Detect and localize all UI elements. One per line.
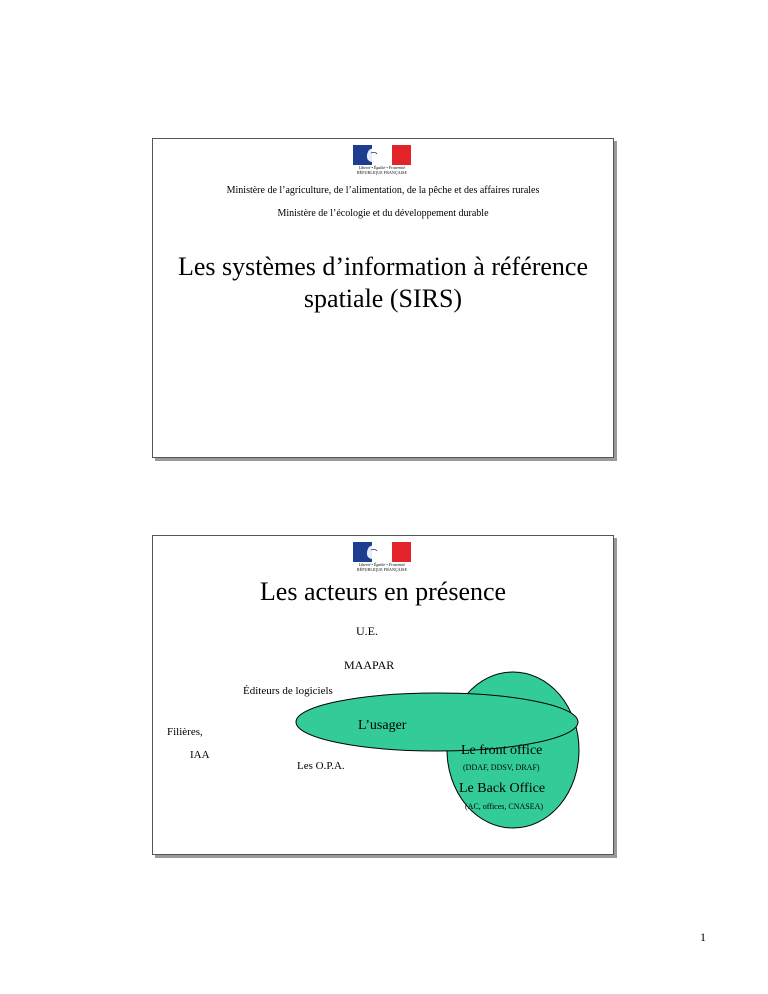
logo-motto: Liberté • Égalité • Fraternité: [358, 165, 406, 170]
ministry-agriculture: Ministère de l’agriculture, de l’alimentation, de la pêche et des affaires rurales: [226, 185, 540, 196]
label-editeurs: Éditeurs de logiciels: [243, 685, 333, 697]
slide-1: [152, 138, 614, 458]
slide-2-title: Les acteurs en présence: [259, 577, 507, 606]
tricolor-flag-icon: [353, 145, 411, 165]
page-number: 1: [700, 930, 706, 944]
label-maapar: MAAPAR: [344, 658, 395, 672]
label-ue: U.E.: [356, 624, 378, 638]
ministry-ecologie: Ministère de l’écologie et du développement durable: [277, 208, 489, 219]
label-back-office: Le Back Office: [459, 781, 546, 796]
logo-republic: RÉPUBLIQUE FRANÇAISE: [356, 170, 408, 175]
slide-2: [152, 535, 614, 855]
label-back-office-detail: (AC, offices, CNASEA): [465, 802, 544, 811]
label-front-office: Le front office: [461, 743, 543, 758]
label-iaa: IAA: [190, 749, 210, 761]
label-front-office-detail: (DDAF, DDSV, DRAF): [463, 763, 540, 772]
logo-motto: Liberté • Égalité • Fraternité: [358, 562, 406, 567]
slide-1-title: Les systèmes d’information à référence spatiale (SIRS): [177, 252, 589, 313]
label-usager: L’usager: [358, 718, 407, 733]
republique-francaise-logo: [353, 145, 411, 177]
marianne-profile-icon: [359, 146, 399, 165]
label-filieres: Filières,: [167, 726, 203, 738]
label-opa: Les O.P.A.: [297, 760, 345, 772]
logo-republic: RÉPUBLIQUE FRANÇAISE: [356, 567, 408, 572]
